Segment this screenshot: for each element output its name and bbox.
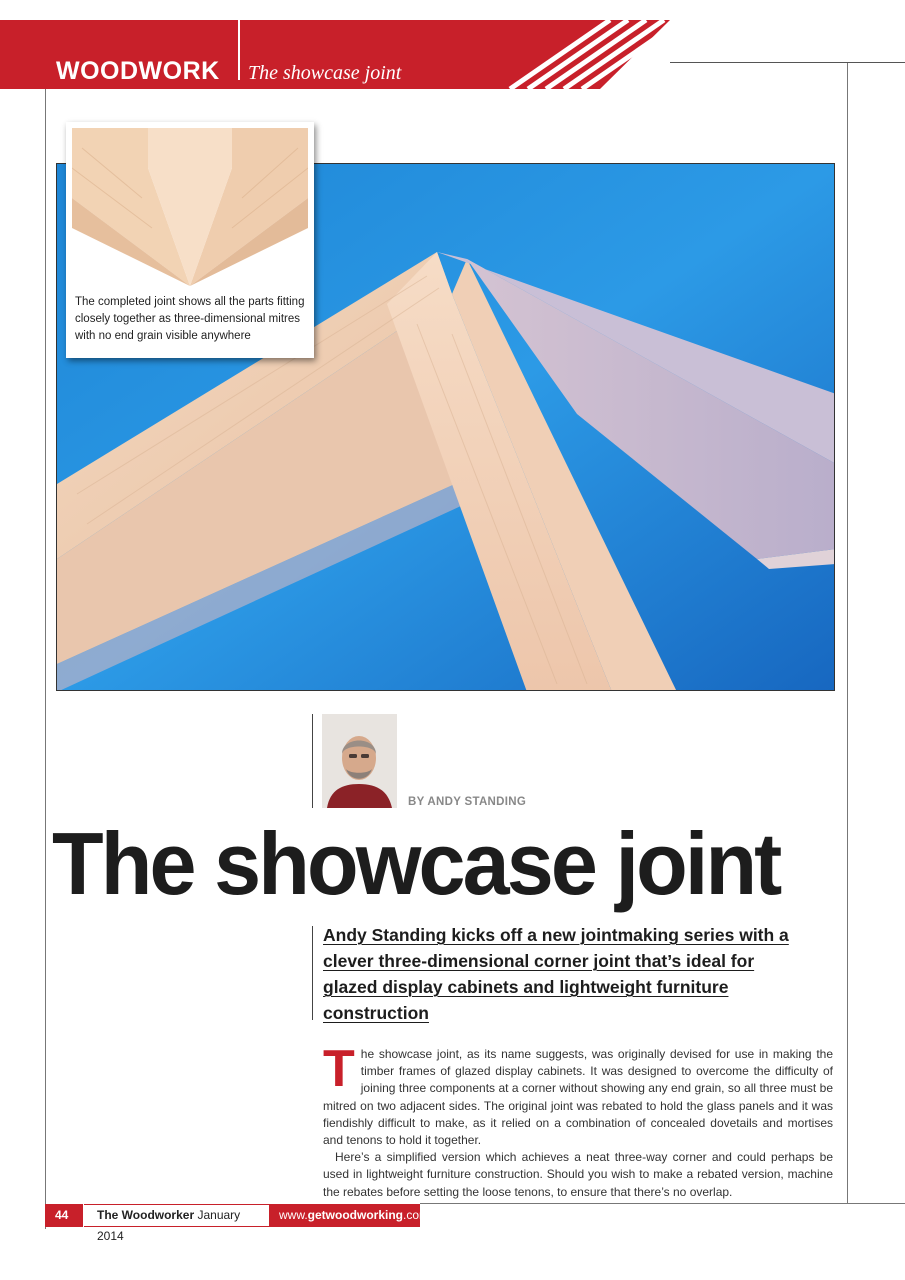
frame-rule-bottom [420, 1203, 905, 1204]
frame-rule-left [45, 89, 46, 1229]
body-paragraph-1 [323, 1040, 833, 1149]
magazine-issue [84, 1204, 270, 1243]
body-paragraph-1-text: he showcase joint, as its name suggests, was originally devised for use in making the timber frames of glazed display cabinets. It was designed to overcome the difficulty of joining three components at a corner without showing any end grain, so all three must be mitred on two adjacent sides. The original joint was rebated to hold the glass panels and it was fiendishly difficult to make, as it relied on a combination of concealed dovetails and mortises and tenons to hold it together. [323, 1047, 833, 1148]
author-byline: BY ANDY STANDING [408, 796, 527, 808]
section-subtitle: The showcase joint [248, 62, 402, 84]
body-paragraph-2: Here’s a simplified version which achieves a neat three-way corner and could perhaps be used in lightweight furniture construction. Should you wish to make a rebated version, machine the rebates before setting the loose tenons, to ensure that there’s no overlap. [323, 1150, 833, 1199]
author-rule [312, 714, 313, 808]
photo-caption: The completed joint shows all the parts fitting closely together as three-dimensional mitres with no end grain visible anywhere [75, 296, 305, 342]
drop-cap: T [323, 1040, 355, 1098]
web-prefix: www. [279, 1208, 308, 1222]
web-suffix: .com [403, 1208, 430, 1222]
author-photo [322, 714, 397, 808]
web-domain: getwoodworking [307, 1208, 403, 1222]
standfirst: Andy Standing kicks off a new jointmaking series with a clever three-dimensional corner joint that’s ideal for glazed display cabinets and lightweight furniture construction [323, 925, 789, 1023]
frame-rule-right [847, 63, 848, 1203]
article-body [323, 1040, 833, 1201]
inset-photo [72, 128, 308, 286]
header-stripes [490, 20, 680, 89]
inset-photo-card [66, 122, 314, 358]
header-divider [238, 20, 240, 80]
article-title: The showcase joint [52, 814, 780, 913]
issue-date: January 2014 [97, 1208, 241, 1243]
page-footer [45, 1204, 430, 1243]
page-number: 44 [45, 1204, 83, 1227]
standfirst-rule [312, 926, 313, 1020]
website-link[interactable] [270, 1204, 430, 1227]
section-label: WOODWORK [56, 57, 220, 85]
magazine-name: The Woodworker [97, 1208, 195, 1222]
header-rule [670, 62, 905, 63]
